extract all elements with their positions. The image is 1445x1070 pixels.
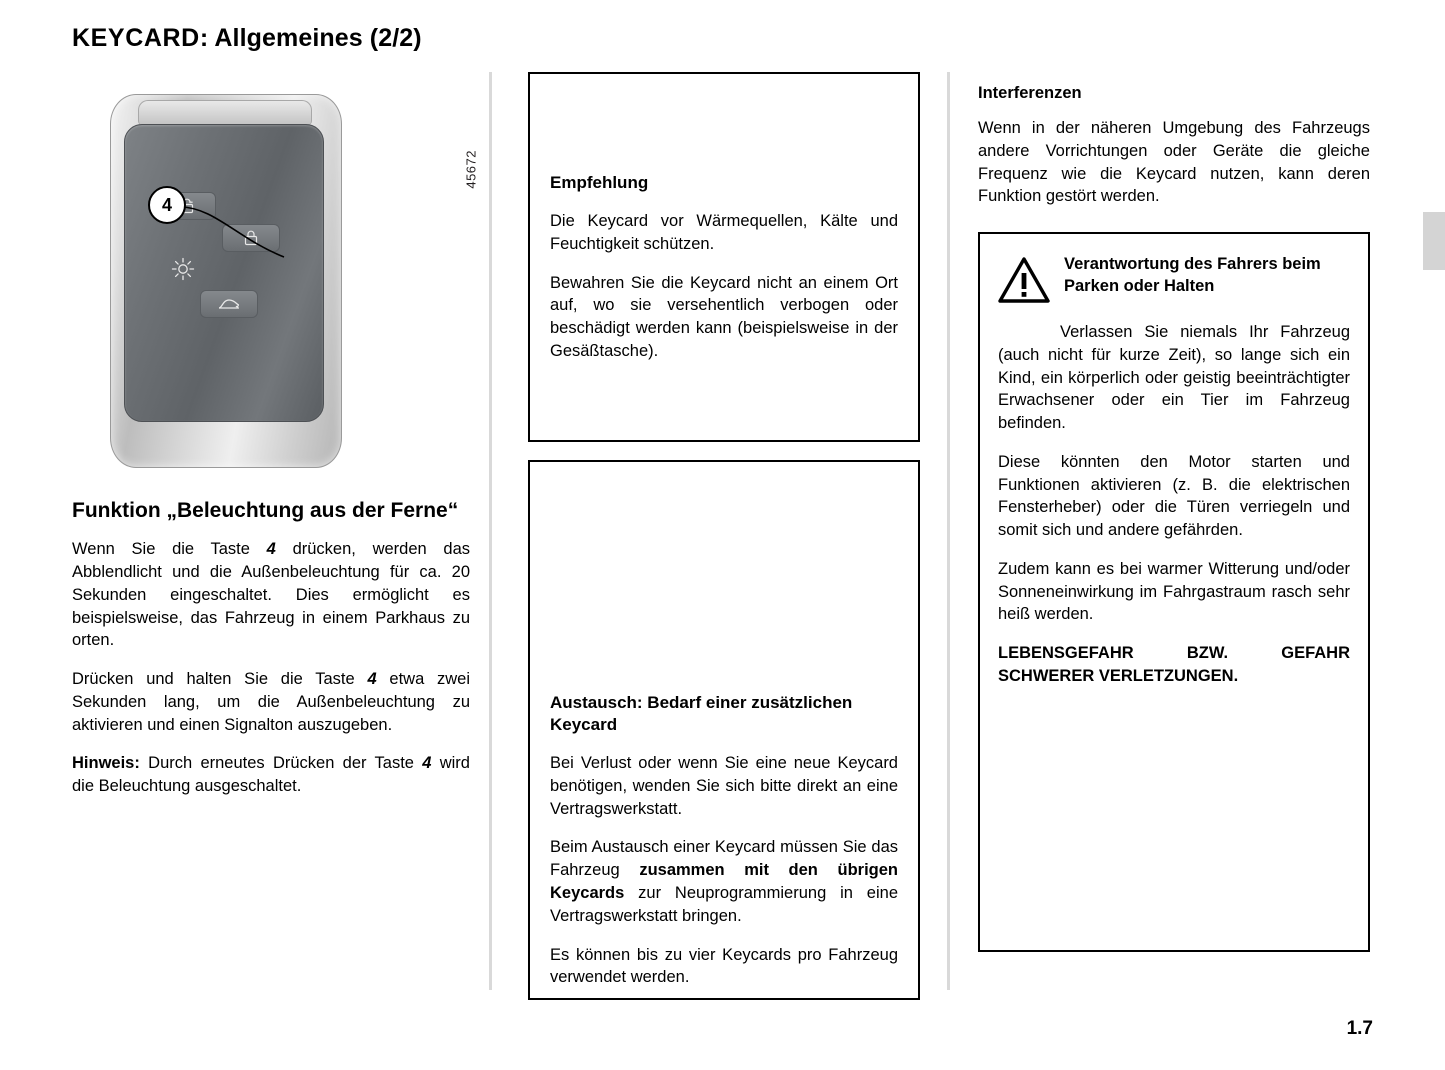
recommendation-box xyxy=(528,72,920,442)
left-p2-c: etwa zwei Sekunden lang, um die Außenbeleuchtung zu aktivieren und einen Signalton auszugeben. xyxy=(72,670,471,734)
left-paragraph-2 xyxy=(72,668,470,736)
left-p1-a: Wenn Sie die Taste xyxy=(72,540,267,559)
recommendation-heading: Empfehlung xyxy=(550,173,649,192)
left-column xyxy=(72,72,479,798)
interference-paragraph: Wenn in der näheren Umgebung des Fahrzeugs andere Vorrichtungen oder Geräte die gleiche Frequenz wie die Keycard nutzen, kann deren Funktion gestört werden. xyxy=(978,119,1370,206)
replacement-p2-a: Beim Austausch einer Keycard müssen Sie das Fahrzeug xyxy=(550,838,898,880)
driver-responsibility-warning-box xyxy=(978,232,1370,952)
replacement-p2-emphasis: zusammen mit den übrigen Keycards xyxy=(550,861,898,903)
left-p2-button-ref: 4 xyxy=(367,670,377,689)
warning-title: Verantwortung des Fahrers beim Parken oder Halten xyxy=(1064,255,1321,295)
page-title xyxy=(72,24,422,53)
warning-paragraph-3: Zudem kann es bei warmer Witterung und/oder Sonneneinwirkung im Fahrgastraum rasch sehr heiß werden. xyxy=(998,559,1350,624)
column-divider-right xyxy=(947,72,950,990)
callout-4 xyxy=(148,186,186,224)
warning-paragraph-2: Diese könnten den Motor starten und Funktionen aktivieren (z. B. die elektrischen Fensterheber) oder die Türen verriegeln und somit sich und andere gefährden. xyxy=(998,452,1350,540)
left-section-heading: Funktion „Beleuchtung aus der Ferne“ xyxy=(72,499,459,522)
left-p3-button-ref: 4 xyxy=(422,754,432,773)
warning-paragraph-1: Verlassen Sie niemals Ihr Fahrzeug (auch nicht für kurze Zeit), so lange sich ein Kind, ein körperlich oder geistig beeinträchtigter Erwachsener oder ein Tier im Fahrzeug befinden. xyxy=(998,323,1350,433)
keycard-figure xyxy=(72,72,479,472)
warning-danger-statement: LEBENSGEFAHR BZW. GEFAHR SCHWERER VERLETZUNGEN. xyxy=(998,644,1350,686)
replacement-paragraph-1: Bei Verlust oder wenn Sie eine neue Keycard benötigen, wenden Sie sich bitte direkt an eine Vertragswerkstatt. xyxy=(550,754,898,818)
keycard-face xyxy=(124,124,324,422)
replacement-paragraph-2 xyxy=(550,836,898,927)
replacement-box xyxy=(528,460,920,1000)
page-title-rest: : Allgemeines (2/2) xyxy=(199,24,422,52)
left-p2-a: Drücken und halten Sie die Taste xyxy=(72,670,368,689)
boot-icon xyxy=(200,290,258,318)
warning-triangle-icon xyxy=(998,256,1050,309)
left-paragraph-1 xyxy=(72,538,470,652)
left-note-label: Hinweis: xyxy=(72,754,140,773)
recommendation-paragraph-1: Die Keycard vor Wärmequellen, Kälte und Feuchtigkeit schützen. xyxy=(550,212,898,253)
left-p1-button-ref: 4 xyxy=(266,540,276,559)
page-title-keyword: KEYCARD xyxy=(72,24,200,52)
left-paragraph-3 xyxy=(72,752,470,798)
callout-label: 4 xyxy=(161,194,172,215)
middle-column xyxy=(528,72,920,1000)
column-divider-left xyxy=(489,72,492,990)
interference-heading: Interferenzen xyxy=(978,84,1082,102)
callout-leader-line xyxy=(180,203,284,263)
replacement-p2-c: zur Neuprogrammierung in eine Vertragswerkstatt bringen. xyxy=(550,884,898,925)
right-column xyxy=(978,72,1370,952)
left-p1-c: drücken, werden das Abblendlicht und die Außenbeleuchtung für ca. 20 Sekunden eingeschaltet. Dies ermöglicht es beispielsweise, das Fahrzeug in einem Parkhaus zu orten. xyxy=(72,540,470,650)
keycard-top-notch xyxy=(138,100,312,125)
chapter-edge-tab xyxy=(1423,212,1445,270)
replacement-heading: Austausch: Bedarf einer zusätzlichen Keycard xyxy=(550,693,853,735)
left-p3-d: wird die Beleuchtung ausgeschaltet. xyxy=(72,754,470,796)
warning-header xyxy=(998,254,1350,309)
replacement-box-content xyxy=(550,692,898,989)
replacement-paragraph-3: Es können bis zu vier Keycards pro Fahrzeug verwendet werden. xyxy=(550,945,898,987)
figure-number: 45672 xyxy=(464,150,479,189)
left-p3-b: Durch erneutes Drücken der Taste xyxy=(139,754,423,773)
keycard-illustration xyxy=(110,94,340,466)
recommendation-box-content xyxy=(550,172,898,363)
page-number: 1.7 xyxy=(1346,1018,1373,1039)
recommendation-paragraph-2: Bewahren Sie die Keycard nicht an einem Ort auf, wo sie versehentlich verbogen oder beschädigt werden kann (beispielsweise in der Gesäßtasche). xyxy=(550,273,898,360)
